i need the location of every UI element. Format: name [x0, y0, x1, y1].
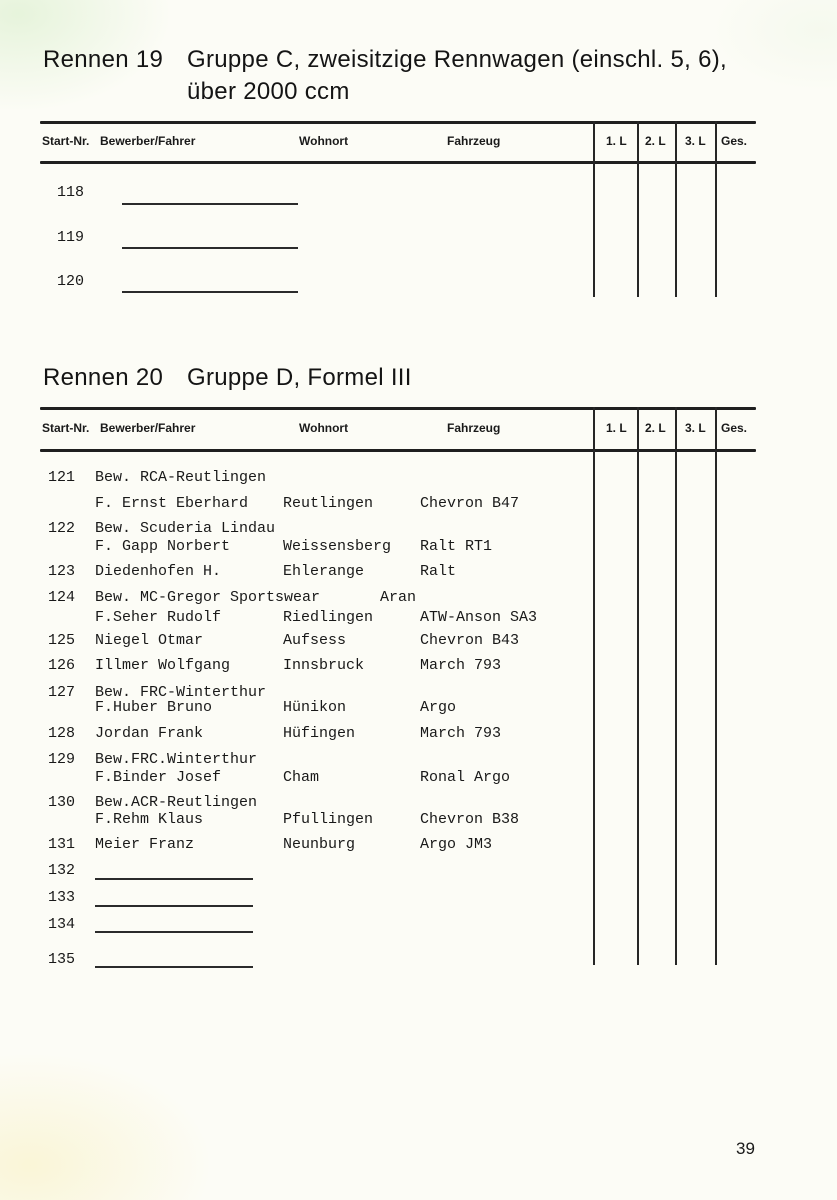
fahrzeug-header: Fahrzeug: [447, 421, 501, 435]
entry-start-nr: 131: [48, 836, 76, 853]
blank-entry-line: [95, 905, 253, 907]
entry-fahrzeug: Argo JM3: [420, 836, 493, 853]
entry-start-nr: 121: [48, 469, 76, 486]
start-nr-header: Start-Nr.: [42, 421, 90, 435]
table-header-rule: [40, 449, 756, 452]
entry-fahrer: Meier Franz: [95, 836, 195, 853]
entry-fahrer: Illmer Wolfgang: [95, 657, 231, 674]
entry-fahrer: Diedenhofen H.: [95, 563, 222, 580]
entry-wohnort: Pfullingen: [283, 811, 374, 828]
entry-fahrzeug: Ralt RT1: [420, 538, 493, 555]
entry-wohnort: Reutlingen: [283, 495, 374, 512]
entry-wohnort: Hünikon: [283, 699, 347, 716]
entry-wohnort: Ehlerange: [283, 563, 365, 580]
entry-fahrzeug: March 793: [420, 657, 502, 674]
blank-entry-line: [95, 931, 253, 933]
table-header-rule: [40, 161, 756, 164]
lap2-header: 2. L: [645, 134, 666, 148]
entry-fahrer: F. Gapp Norbert: [95, 538, 231, 555]
race-number-label: Rennen 19: [43, 46, 164, 73]
blank-entry-line: [122, 203, 298, 205]
entry-start-nr: 129: [48, 751, 76, 768]
entry-start-nr: 124: [48, 589, 76, 606]
lap1-header: 1. L: [606, 421, 627, 435]
entry-fahrer: F.Rehm Klaus: [95, 811, 204, 828]
entry-start-nr: 135: [48, 951, 76, 968]
lap-column-divider: [593, 407, 595, 965]
table-top-rule: [40, 121, 756, 124]
entry-wohnort: Aufsess: [283, 632, 347, 649]
lap-column-divider: [593, 121, 595, 297]
entry-bewerber: Bew.ACR-Reutlingen: [95, 794, 258, 811]
entry-start-nr: 128: [48, 725, 76, 742]
lap-column-divider: [675, 121, 677, 297]
race-title-line1: Gruppe D, Formel III: [187, 364, 412, 391]
gesamt-header: Ges.: [721, 421, 748, 435]
lap3-header: 3. L: [685, 134, 706, 148]
entry-fahrer: F.Seher Rudolf: [95, 609, 222, 626]
entry-start-nr: 126: [48, 657, 76, 674]
entry-wohnort: Innsbruck: [283, 657, 365, 674]
race-title-line2: über 2000 ccm: [187, 78, 350, 105]
lap2-header: 2. L: [645, 421, 666, 435]
lap-column-divider: [637, 407, 639, 965]
entry-fahrzeug: Argo: [420, 699, 457, 716]
lap1-header: 1. L: [606, 134, 627, 148]
entry-start-nr: 120: [57, 273, 85, 290]
entry-bewerber-ort: Aran: [380, 589, 417, 606]
entry-bewerber: Bew. MC-Gregor Sportswear: [95, 589, 321, 606]
entry-start-nr: 132: [48, 862, 76, 879]
entry-fahrer: Jordan Frank: [95, 725, 204, 742]
entry-start-nr: 118: [57, 184, 85, 201]
entry-fahrzeug: Chevron B38: [420, 811, 520, 828]
entry-fahrzeug: Ronal Argo: [420, 769, 511, 786]
entry-wohnort: Neunburg: [283, 836, 356, 853]
entry-bewerber: Bew. RCA-Reutlingen: [95, 469, 267, 486]
entry-start-nr: 123: [48, 563, 76, 580]
entry-fahrer: F.Huber Bruno: [95, 699, 213, 716]
wohnort-header: Wohnort: [299, 421, 349, 435]
entry-fahrzeug: Chevron B43: [420, 632, 520, 649]
fahrzeug-header: Fahrzeug: [447, 134, 501, 148]
race-number-label: Rennen 20: [43, 364, 164, 391]
entry-start-nr: 133: [48, 889, 76, 906]
entry-start-nr: 134: [48, 916, 76, 933]
wohnort-header: Wohnort: [299, 134, 349, 148]
entry-wohnort: Riedlingen: [283, 609, 374, 626]
gesamt-header: Ges.: [721, 134, 748, 148]
page-number: 39: [736, 1139, 755, 1158]
bewerber-fahrer-header: Bewerber/Fahrer: [100, 134, 196, 148]
blank-entry-line: [95, 966, 253, 968]
entry-start-nr: 127: [48, 684, 76, 701]
entry-fahrer: F. Ernst Eberhard: [95, 495, 249, 512]
blank-entry-line: [122, 291, 298, 293]
entry-bewerber: Bew.FRC.Winterthur: [95, 751, 258, 768]
lap-column-divider: [675, 407, 677, 965]
lap-column-divider: [637, 121, 639, 297]
entry-start-nr: 125: [48, 632, 76, 649]
table-top-rule: [40, 407, 756, 410]
lap3-header: 3. L: [685, 421, 706, 435]
entry-bewerber: Bew. Scuderia Lindau: [95, 520, 276, 537]
entry-wohnort: Cham: [283, 769, 320, 786]
race-title-line1: Gruppe C, zweisitzige Rennwagen (einschl. 5, 6),: [187, 46, 727, 73]
blank-entry-line: [95, 878, 253, 880]
entry-fahrzeug: Ralt: [420, 563, 457, 580]
lap-column-divider: [715, 121, 717, 297]
entry-fahrzeug: ATW-Anson SA3: [420, 609, 538, 626]
entry-wohnort: Hüfingen: [283, 725, 356, 742]
entry-start-nr: 119: [57, 229, 85, 246]
blank-entry-line: [122, 247, 298, 249]
bewerber-fahrer-header: Bewerber/Fahrer: [100, 421, 196, 435]
entry-fahrzeug: Chevron B47: [420, 495, 520, 512]
entry-bewerber: Bew. FRC-Winterthur: [95, 684, 267, 701]
entry-wohnort: Weissensberg: [283, 538, 392, 555]
entry-fahrzeug: March 793: [420, 725, 502, 742]
entry-fahrer: Niegel Otmar: [95, 632, 204, 649]
entry-start-nr: 122: [48, 520, 76, 537]
entry-start-nr: 130: [48, 794, 76, 811]
start-nr-header: Start-Nr.: [42, 134, 90, 148]
lap-column-divider: [715, 407, 717, 965]
entry-fahrer: F.Binder Josef: [95, 769, 222, 786]
